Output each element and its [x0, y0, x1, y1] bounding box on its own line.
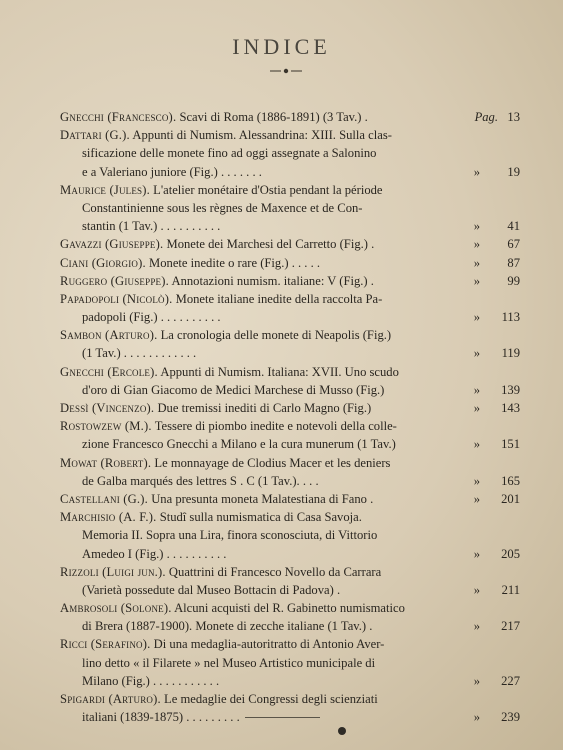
toc-title-text: d'oro di Gian Giacomo de Medici Marchese di Musso (Fig.)	[82, 382, 385, 397]
toc-line	[60, 454, 520, 472]
toc-title-text: Una presunta moneta Malatestiana di Fano .	[151, 491, 374, 506]
toc-line	[60, 617, 520, 635]
page-number: 119	[501, 346, 520, 361]
page-number: 151	[501, 437, 520, 452]
ditto-mark: »	[473, 401, 480, 415]
toc-title-text: (Varietà possedute dal Museo Bottacin di Padova) .	[82, 582, 341, 597]
toc-entry	[60, 454, 520, 490]
page-number: 165	[501, 473, 520, 488]
toc-line	[60, 472, 520, 490]
toc-line	[60, 545, 520, 563]
toc-author: Castellani (G.).	[60, 491, 149, 506]
page-label: Pag.	[474, 110, 498, 124]
toc-line	[60, 181, 520, 199]
ditto-mark: »	[473, 619, 480, 634]
toc-entry	[60, 181, 520, 236]
toc-entry	[60, 235, 520, 253]
toc-entry	[60, 290, 520, 326]
toc-title-text: Di una medaglia-autoritratto di Antonio Aver-	[153, 637, 385, 652]
toc-entry	[60, 326, 520, 362]
page-number: 87	[507, 255, 520, 270]
toc-line	[60, 254, 520, 272]
toc-line	[60, 163, 520, 181]
toc-title-text: Tessere di piombo inedite e notevoli della colle-	[154, 419, 397, 434]
toc-line	[60, 144, 520, 162]
page-number: 113	[501, 310, 520, 325]
toc-title-text: Due tremissi inediti di Carlo Magno (Fig.)	[157, 401, 372, 415]
toc-line	[60, 690, 520, 708]
toc-title-text: Scavi di Roma (1886-1891) (3 Tav.) .	[179, 110, 368, 124]
toc-title-text: padopoli (Fig.) . . . . . . . . . .	[82, 310, 221, 325]
toc-author: Ruggero (Giuseppe).	[60, 273, 169, 288]
toc-title-text: Amedeo I (Fig.) . . . . . . . . . .	[82, 546, 227, 561]
toc-title-text: di Brera (1887-1900). Monete di zecche italiane (1 Tav.) .	[82, 619, 373, 634]
page-number: 205	[501, 546, 520, 561]
ditto-mark: »	[473, 437, 480, 452]
toc-author: Ricci (Serafino).	[60, 637, 151, 652]
toc-author: Sambon (Arturo).	[60, 328, 158, 343]
ditto-mark: »	[473, 673, 480, 688]
ditto-mark: »	[473, 382, 480, 397]
toc-title-text: L'atelier monétaire d'Ostia pendant la période	[153, 182, 383, 197]
toc-entry	[60, 417, 520, 453]
toc-title-text: Monete italiane inedite della raccolta Pa-	[175, 291, 383, 306]
toc-author: Maurice (Jules).	[60, 182, 150, 197]
toc-entry	[60, 126, 520, 181]
toc-author: Ambrosoli (Solone).	[60, 601, 172, 616]
toc-entry	[60, 690, 520, 726]
page-number: 99	[507, 273, 520, 288]
toc-author: Dessì (Vincenzo).	[60, 401, 155, 415]
toc-title-text: Appunti di Numism. Italiana: XVII. Uno scudo	[160, 364, 399, 379]
toc-title-text: e a Valeriano juniore (Fig.) . . . . . . .	[82, 164, 262, 179]
toc-title-text: Appunti di Numism. Alessandrina: XIII. Sulla clas-	[132, 128, 392, 143]
ditto-mark: »	[473, 164, 480, 179]
toc-line	[60, 526, 520, 544]
toc-entry	[60, 399, 520, 417]
page-number: 67	[507, 237, 520, 252]
toc-title-text: Le monnayage de Clodius Macer et les deniers	[154, 455, 391, 470]
toc-author: Dattari (G.).	[60, 128, 130, 143]
page-number: 217	[501, 619, 520, 634]
page-number: 19	[507, 164, 520, 179]
toc-title-text: Studî sulla numismatica di Casa Savoja.	[159, 510, 362, 525]
toc-author: Rostowzew (M.).	[60, 419, 152, 434]
page-number: 239	[501, 710, 520, 725]
toc-author: Mowat (Robert).	[60, 455, 152, 470]
toc-line	[60, 126, 520, 144]
page-number: 201	[501, 491, 520, 506]
toc-author: Gnecchi (Francesco).	[60, 110, 177, 124]
toc-entry	[60, 508, 520, 563]
ditto-mark: »	[473, 710, 480, 725]
toc-title-text: Monete inedite o rare (Fig.) . . . . .	[149, 255, 321, 270]
ditto-mark: »	[473, 473, 480, 488]
toc-title-text: stantin (1 Tav.) . . . . . . . . . .	[82, 219, 221, 234]
toc-entry	[60, 599, 520, 635]
toc-line	[60, 563, 520, 581]
page-number: 143	[501, 401, 520, 415]
toc-line	[60, 654, 520, 672]
toc-entry	[60, 635, 520, 690]
toc-title-text: La cronologia delle monete di Neapolis (Fig.)	[160, 328, 392, 343]
toc-title-text: Le medaglie dei Congressi degli scienziati	[164, 692, 378, 706]
toc-line	[60, 435, 520, 453]
toc-title-text: Memoria II. Sopra una Lira, finora sconosciuta, di Vittorio	[82, 528, 378, 543]
ditto-mark: »	[473, 546, 480, 561]
toc-author: Gavazzi (Giuseppe).	[60, 237, 164, 252]
toc-line	[60, 363, 520, 381]
toc-author: Marchisio (A. F.).	[60, 510, 157, 525]
bottom-ornament-dot	[338, 727, 346, 735]
toc-line	[60, 308, 520, 326]
page-number: 41	[507, 219, 520, 234]
toc-entry	[60, 272, 520, 290]
toc-line	[60, 635, 520, 653]
toc-line	[60, 217, 520, 235]
toc-title-text: Annotazioni numism. italiane: V (Fig.) .	[171, 273, 374, 288]
toc-title-text: (1 Tav.) . . . . . . . . . . . .	[82, 346, 197, 361]
toc-author: Ciani (Giorgio).	[60, 255, 146, 270]
ditto-mark: »	[473, 273, 480, 288]
ditto-mark: »	[473, 219, 480, 234]
toc-line	[60, 344, 520, 362]
toc-title-text: Monete dei Marchesi del Carretto (Fig.) .	[166, 237, 375, 252]
ditto-mark: »	[473, 255, 480, 270]
toc-title-text: zione Francesco Gnecchi a Milano e la cura munerum (1 Tav.)	[82, 437, 396, 452]
toc-title-text: de Galba marqués des lettres S . C (1 Tav.). . . .	[82, 473, 319, 488]
toc-title-text: Milano (Fig.) . . . . . . . . . . .	[82, 673, 220, 688]
page-number: 211	[501, 582, 520, 597]
toc-title-text: lino detto « il Filarete » nel Museo Artistico municipale di	[82, 655, 376, 670]
toc-line	[60, 108, 520, 126]
toc-title-text: Quattrini di Francesco Novello da Carrara	[168, 564, 382, 579]
toc-author: Spigardi (Arturo).	[60, 692, 161, 706]
page-number: 139	[501, 382, 520, 397]
table-of-contents	[60, 108, 520, 726]
page-number: 227	[501, 673, 520, 688]
toc-author: Rizzoli (Luigi jun.).	[60, 564, 166, 579]
toc-entry	[60, 563, 520, 599]
toc-line	[60, 381, 520, 399]
toc-line	[60, 326, 520, 344]
toc-entry	[60, 363, 520, 399]
toc-line	[60, 672, 520, 690]
toc-line	[60, 290, 520, 308]
toc-line	[60, 490, 520, 508]
ditto-mark: »	[473, 237, 480, 252]
ditto-mark: »	[473, 310, 480, 325]
toc-title-text: Constantinienne sous les règnes de Maxence et de Con-	[82, 200, 363, 215]
page-number: 13	[507, 110, 520, 124]
toc-line	[60, 199, 520, 217]
toc-author: Papadopoli (Nicolò).	[60, 291, 173, 306]
toc-title-text: sificazione delle monete fino ad oggi assegnate a Salonino	[82, 146, 377, 161]
toc-author: Gnecchi (Ercole).	[60, 364, 158, 379]
toc-line	[60, 417, 520, 435]
ditto-mark: »	[473, 491, 480, 506]
toc-entry	[60, 108, 520, 126]
bottom-rule	[245, 717, 320, 718]
toc-title-text: Alcuni acquisti del R. Gabinetto numismatico	[174, 601, 405, 616]
page-title: INDICE	[232, 34, 331, 59]
ornament-divider	[270, 68, 302, 74]
toc-title-text: italiani (1839-1875) . . . . . . . . .	[82, 710, 240, 725]
toc-line	[60, 508, 520, 526]
toc-line	[60, 599, 520, 617]
toc-line	[60, 581, 520, 599]
toc-entry	[60, 490, 520, 508]
ditto-mark: »	[473, 346, 480, 361]
toc-line	[60, 272, 520, 290]
toc-line	[60, 399, 520, 417]
toc-entry	[60, 254, 520, 272]
toc-line	[60, 235, 520, 253]
ditto-mark: »	[473, 582, 480, 597]
